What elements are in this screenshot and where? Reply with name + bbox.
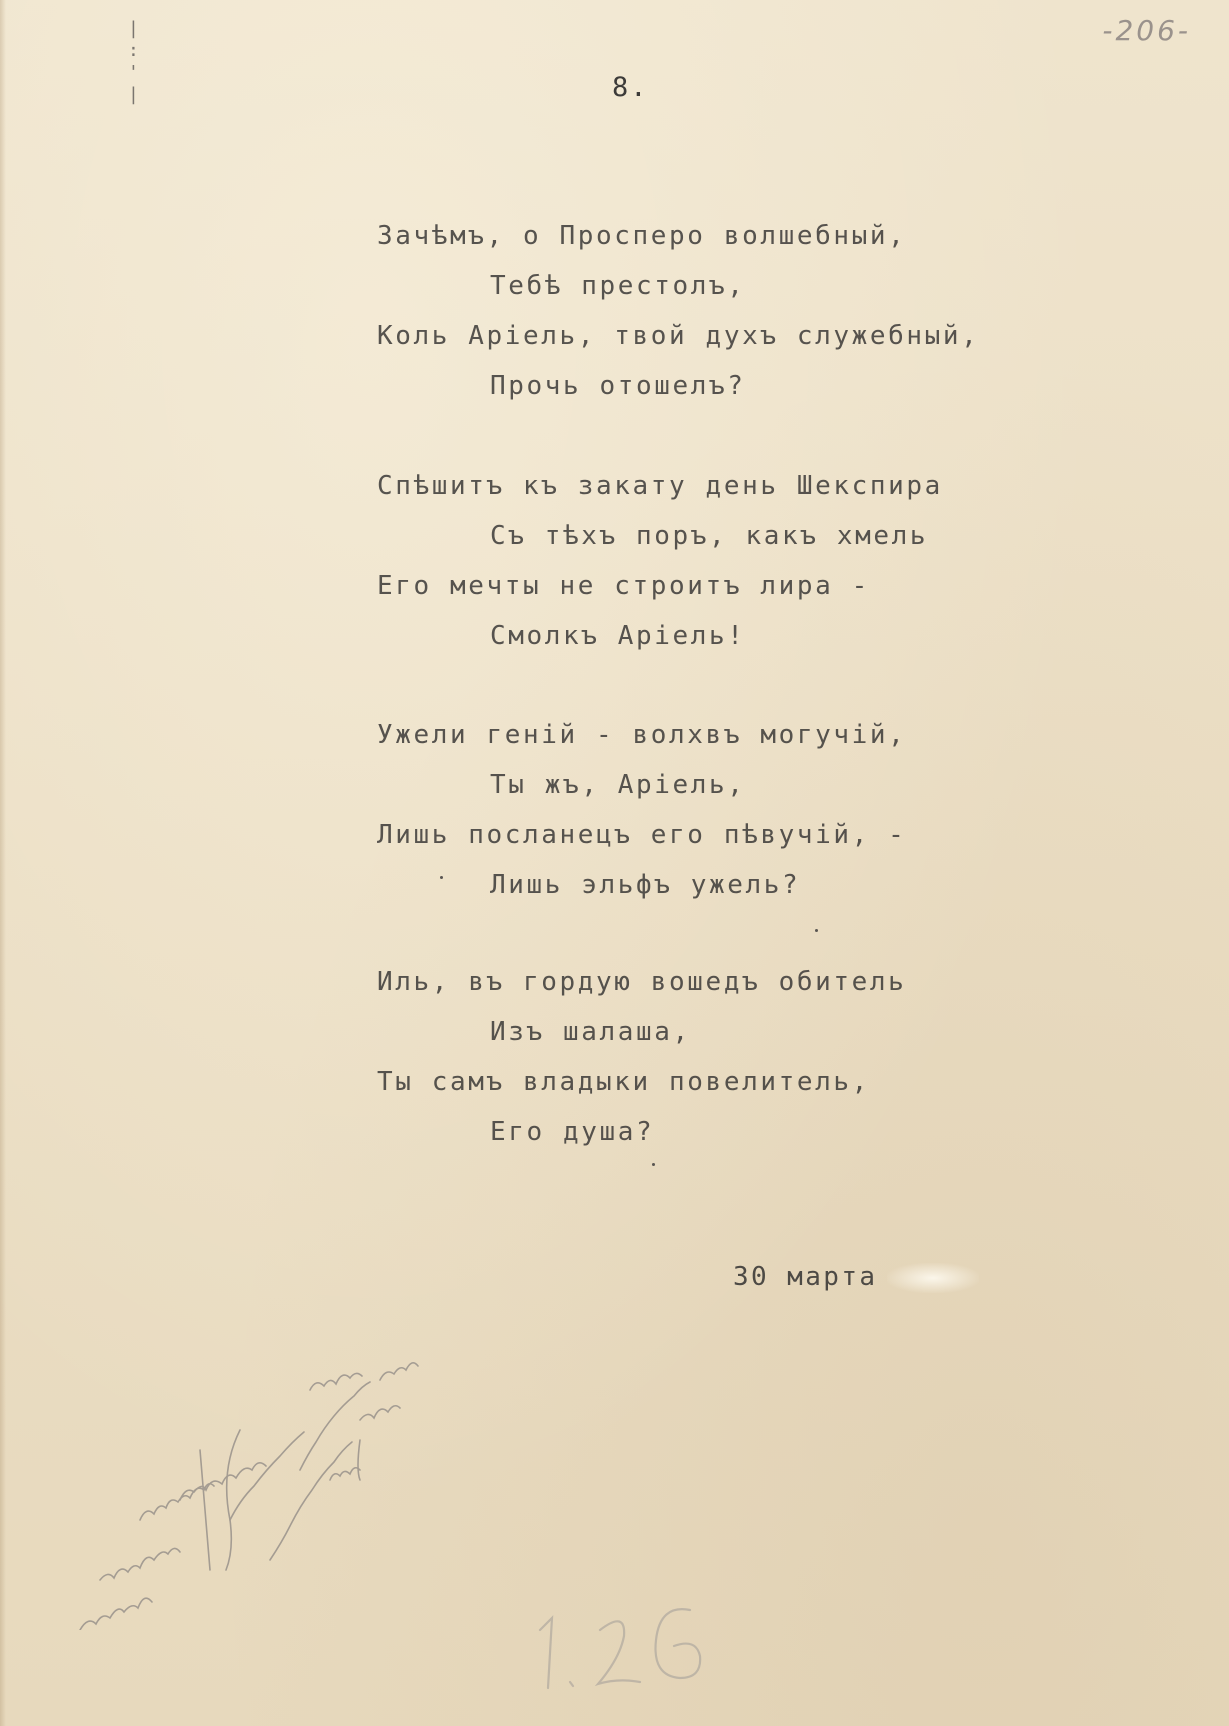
poem-line: Спѣшитъ къ закату день Шекспира [377,471,943,501]
pencil-folio-mark [520,1590,740,1700]
poem-line: Смолкъ Аріель! [490,621,746,651]
poem-line: Ты жъ, Аріель, [490,770,746,800]
poem-line: Его душа? [490,1117,655,1147]
binding-marks: | : ' | [128,18,139,105]
poem-line: Съ тѣхъ поръ, какъ хмель [490,521,929,551]
poem-line: Прочь отошелъ? [490,371,746,401]
poem-line: Лишь посланецъ его пѣвучій, - [377,820,907,850]
ink-speck [815,929,818,932]
poem-line: Лишь эльфъ ужель? [490,870,801,900]
date-line [733,1262,979,1293]
poem-line: Его мечты не строитъ лира - [377,571,870,601]
stanza-2 [377,461,1077,661]
poem-line: Ты самъ владыки повелитель, [377,1067,870,1097]
poem-line: Иль, въ гордую вошедъ обитель [377,967,907,997]
stanza-4 [377,957,1077,1157]
page-edge-shadow [0,0,6,1726]
date-text: 30 марта [733,1262,878,1292]
archive-folio-number: -206- [1102,14,1191,47]
erased-year [887,1263,979,1293]
ink-speck [652,1163,655,1166]
poem-line: Тебѣ престолъ, [490,271,746,301]
poem-line: Коль Аріель, твой духъ служебный, [377,321,980,351]
ink-speck [440,876,443,879]
poem-line: Ужели геній - волхвъ могучій, [377,720,907,750]
poem-line: Изъ шалаша, [490,1017,691,1047]
stanza-1 [377,211,1077,411]
page-number: 8. [612,72,649,103]
pencil-marginal-note [60,1330,460,1630]
poem-line: Зачѣмъ, о Просперо волшебный, [377,221,907,251]
stanza-3 [377,710,1077,910]
